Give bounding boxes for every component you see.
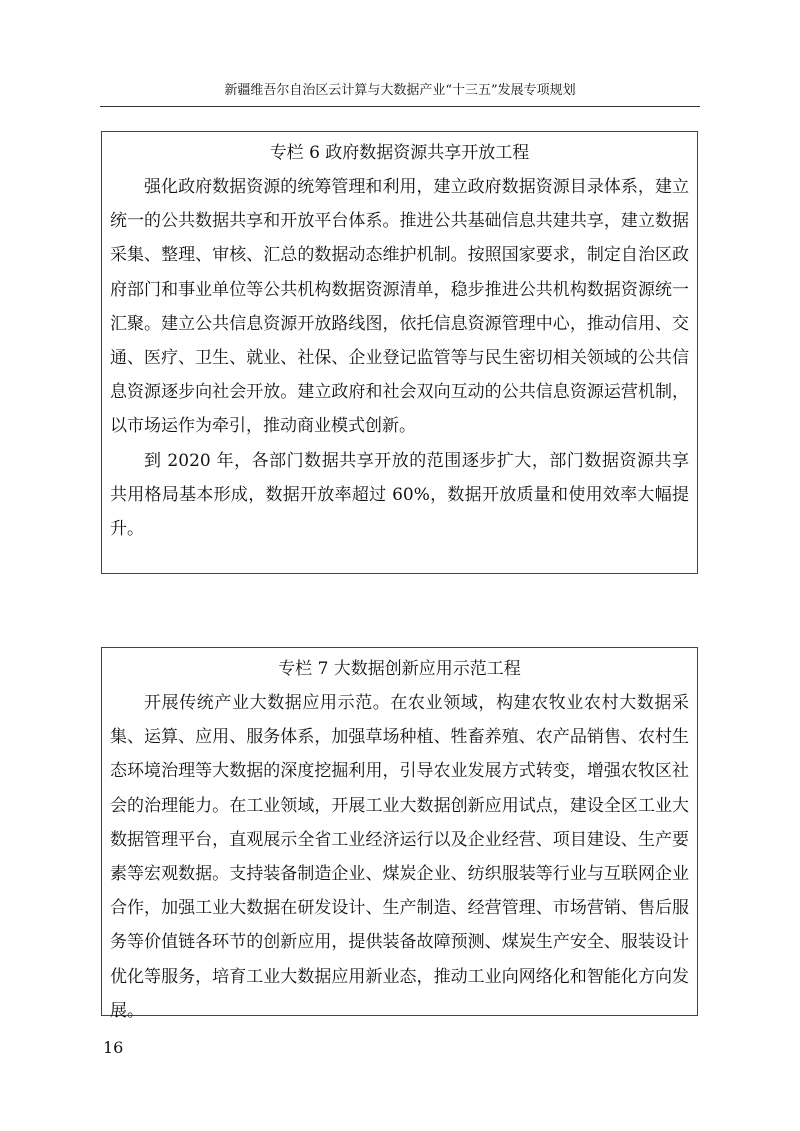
page-number: 16 <box>103 1038 124 1057</box>
header-divider <box>100 106 700 107</box>
column-6-paragraph-1: 强化政府数据资源的统筹管理和利用，建立政府数据资源目录体系，建立统一的公共数据共享和开放平台体系。推进公共基础信息共建共享，建立数据采集、整理、审核、汇总的数据动态维护机制。按照国家要求，制定自治区政府部门和事业单位等公共机构数据资源清单，稳步推进公共机构数据资源统一汇聚。建立公共信息资源开放路线图，依托信息资源管理中心，推动信用、交通、医疗、卫生、就业、社保、企业登记监管等与民生密切相关领域的公共信息资源逐步向社会开放。建立政府和社会双向互动的公共信息资源运营机制，以市场运作为牵引，推动商业模式创新。 <box>110 177 689 437</box>
column-box-7 <box>101 647 698 1021</box>
column-title-7: 专栏 7 大数据创新应用示范工程 <box>278 659 521 679</box>
column-6-paragraph-2: 到 2020 年，各部门数据共享开放的范围逐步扩大，部门数据资源共享共用格局基本形成，数据开放率超过 60%，数据开放质量和使用效率大幅提升。 <box>110 450 689 540</box>
column-7-paragraph-1: 开展传统产业大数据应用示范。在农业领域，构建农牧业农村大数据采集、运算、应用、服务体系，加强草场种植、牲畜养殖、农产品销售、农村生态环境治理等大数据的深度挖掘利用，引导农业发展方式转变，增强农牧区社会的治理能力。在工业领域，开展工业大数据创新应用试点，建设全区工业大数据管理平台，直观展示全省工业经济运行以及企业经营、项目建设、生产要素等宏观数据。支持装备制造企业、煤炭企业、纺织服装等行业与互联网企业合作，加强工业大数据在研发设计、生产制造、经营管理、市场营销、售后服务等价值链各环节的创新应用，提供装备故障预测、煤炭生产安全、服装设计优化等服务，培育工业大数据应用新业态，推动工业向网络化和智能化方向发展。 <box>110 693 689 1021</box>
running-header: 新疆维吾尔自治区云计算与大数据产业“十三五”发展专项规划 <box>224 83 576 98</box>
column-title-6: 专栏 6 政府数据资源共享开放工程 <box>269 143 530 163</box>
column-box-6 <box>101 131 698 574</box>
